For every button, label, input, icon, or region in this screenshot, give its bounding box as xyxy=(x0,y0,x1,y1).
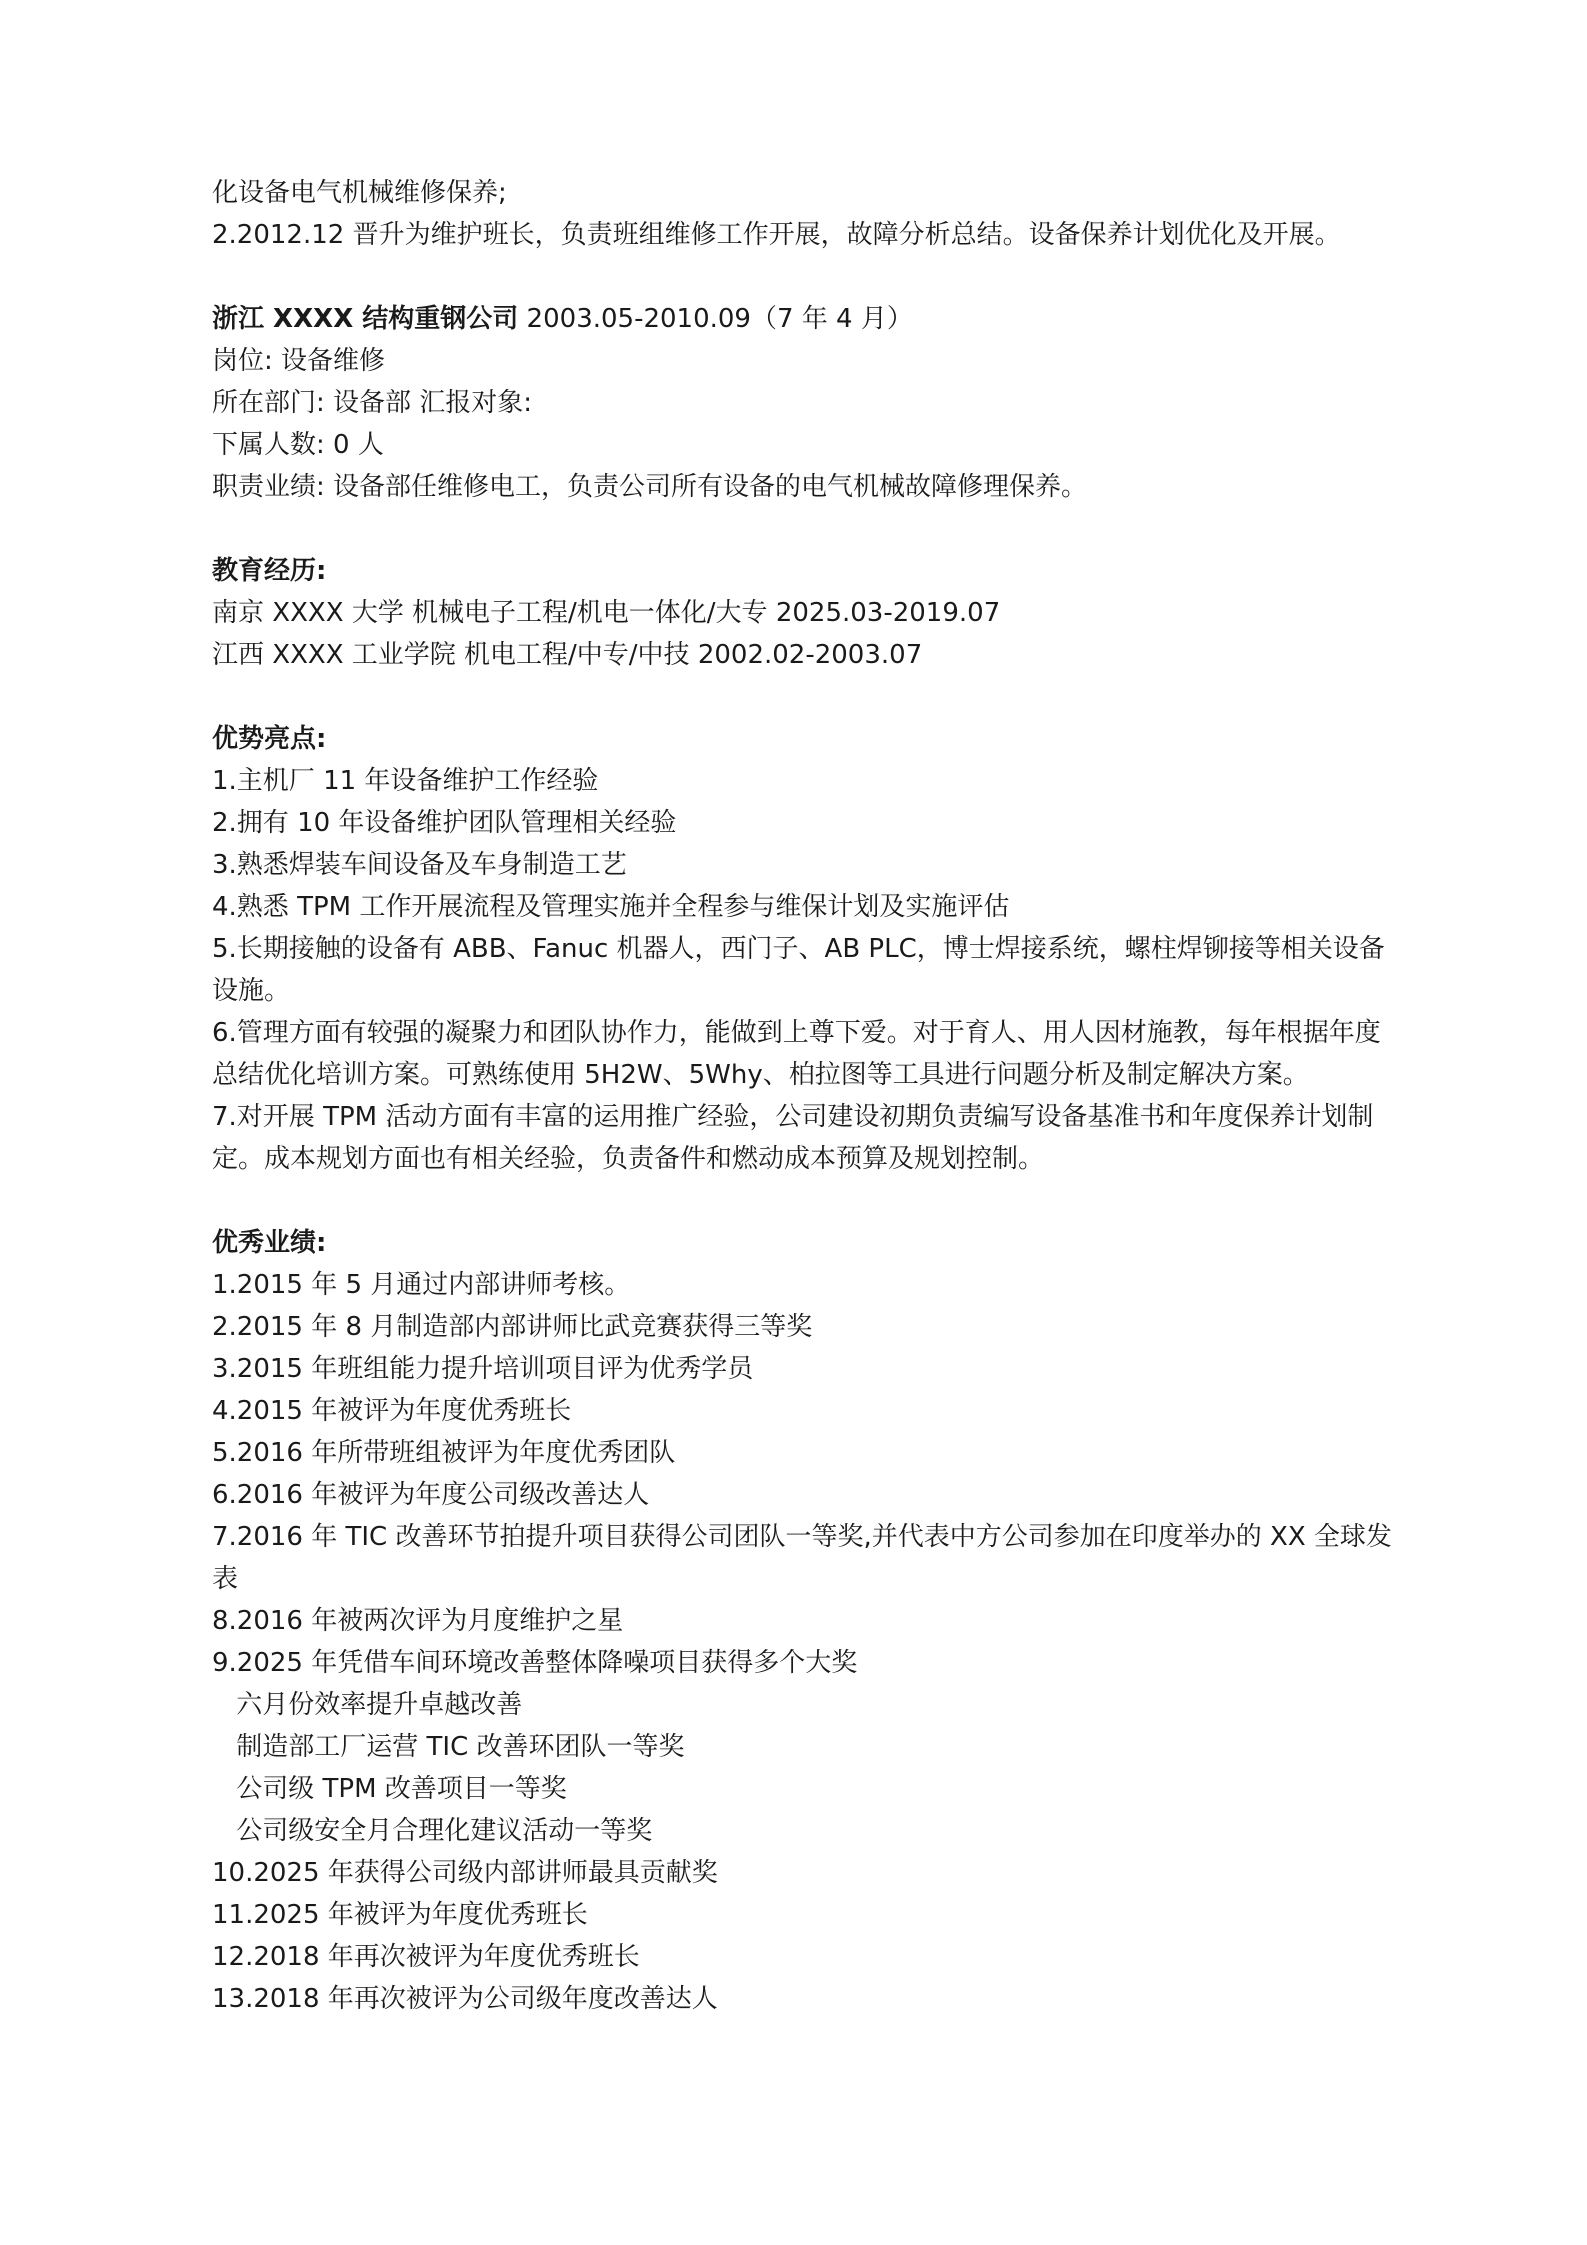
achievement-subitem: 制造部工厂运营 TIC 改善环团队一等奖 xyxy=(228,1732,685,1762)
achievement-item: 6.2016 年被评为年度公司级改善达人 xyxy=(212,1480,650,1510)
achievement-item: 2.2015 年 8 月制造部内部讲师比武竞赛获得三等奖 xyxy=(212,1312,813,1342)
achievement-item: 9.2025 年凭借车间环境改善整体降噪项目获得多个大奖 xyxy=(212,1648,858,1678)
achievement-subitem: 公司级安全月合理化建议活动一等奖 xyxy=(228,1816,653,1846)
strength-item: 2.拥有 10 年设备维护团队管理相关经验 xyxy=(212,808,677,838)
prev-job-duty-continuation: 化设备电气机械维修保养; xyxy=(212,178,507,208)
spacer xyxy=(212,676,1392,718)
achievement-item: 8.2016 年被两次评为月度维护之星 xyxy=(212,1606,624,1636)
strength-item: 6.管理方面有较强的凝聚力和团队协作力，能做到上尊下爱。对于育人、用人因材施教，每年根据年度总结优化培训方案。可熟练使用 5H2W、5Why、柏拉图等工具进行问题分析及制定解决方案。 xyxy=(212,1018,1381,1090)
achievement-item: 7.2016 年 TIC 改善环节拍提升项目获得公司团队一等奖,并代表中方公司参加在印度举办的 XX 全球发表 xyxy=(212,1522,1392,1594)
education-item: 南京 XXXX 大学 机械电子工程/机电一体化/大专 2025.03-2019.07 xyxy=(212,598,1001,628)
achievement-item: 12.2018 年再次被评为年度优秀班长 xyxy=(212,1942,640,1972)
achievement-item: 11.2025 年被评为年度优秀班长 xyxy=(212,1900,588,1930)
achievement-item: 3.2015 年班组能力提升培训项目评为优秀学员 xyxy=(212,1354,754,1384)
strength-item: 1.主机厂 11 年设备维护工作经验 xyxy=(212,766,599,796)
strengths-heading: 优势亮点: xyxy=(212,724,327,754)
achievement-item: 13.2018 年再次被评为公司级年度改善达人 xyxy=(212,1984,718,2014)
job-position: 岗位: 设备维修 xyxy=(212,346,386,376)
spacer xyxy=(212,256,1392,298)
achievements-heading: 优秀业绩: xyxy=(212,1228,327,1258)
strength-item: 3.熟悉焊装车间设备及车身制造工艺 xyxy=(212,850,627,880)
job-duties: 职责业绩: 设备部任维修电工，负责公司所有设备的电气机械故障修理保养。 xyxy=(212,472,1088,502)
spacer xyxy=(212,1180,1392,1222)
strength-item: 5.长期接触的设备有 ABB、Fanuc 机器人，西门子、AB PLC，博士焊接系统，螺柱焊铆接等相关设备设施。 xyxy=(212,934,1385,1006)
strength-item: 4.熟悉 TPM 工作开展流程及管理实施并全程参与维保计划及实施评估 xyxy=(212,892,1010,922)
education-heading: 教育经历: xyxy=(212,556,327,586)
achievement-item: 5.2016 年所带班组被评为年度优秀团队 xyxy=(212,1438,676,1468)
education-item: 江西 XXXX 工业学院 机电工程/中专/中技 2002.02-2003.07 xyxy=(212,640,923,670)
resume-page xyxy=(212,172,1392,2020)
job-subordinates: 下属人数: 0 人 xyxy=(212,430,384,460)
job-header xyxy=(212,298,1392,340)
achievement-item: 10.2025 年获得公司级内部讲师最具贡献奖 xyxy=(212,1858,718,1888)
achievement-item: 1.2015 年 5 月通过内部讲师考核。 xyxy=(212,1270,631,1300)
spacer xyxy=(212,508,1392,550)
achievement-subitem: 公司级 TPM 改善项目一等奖 xyxy=(228,1774,567,1804)
achievement-subitem: 六月份效率提升卓越改善 xyxy=(228,1690,523,1720)
achievement-item: 4.2015 年被评为年度优秀班长 xyxy=(212,1396,572,1426)
company-name: 浙江 XXXX 结构重钢公司 xyxy=(212,304,519,334)
job-period: 2003.05-2010.09（7 年 4 月） xyxy=(518,304,913,334)
prev-job-promotion: 2.2012.12 晋升为维护班长，负责班组维修工作开展，故障分析总结。设备保养计划优化及开展。 xyxy=(212,220,1341,250)
strength-item: 7.对开展 TPM 活动方面有丰富的运用推广经验，公司建设初期负责编写设备基准书和年度保养计划制定。成本规划方面也有相关经验，负责备件和燃动成本预算及规划控制。 xyxy=(212,1102,1374,1174)
job-department: 所在部门: 设备部 汇报对象: xyxy=(212,388,533,418)
